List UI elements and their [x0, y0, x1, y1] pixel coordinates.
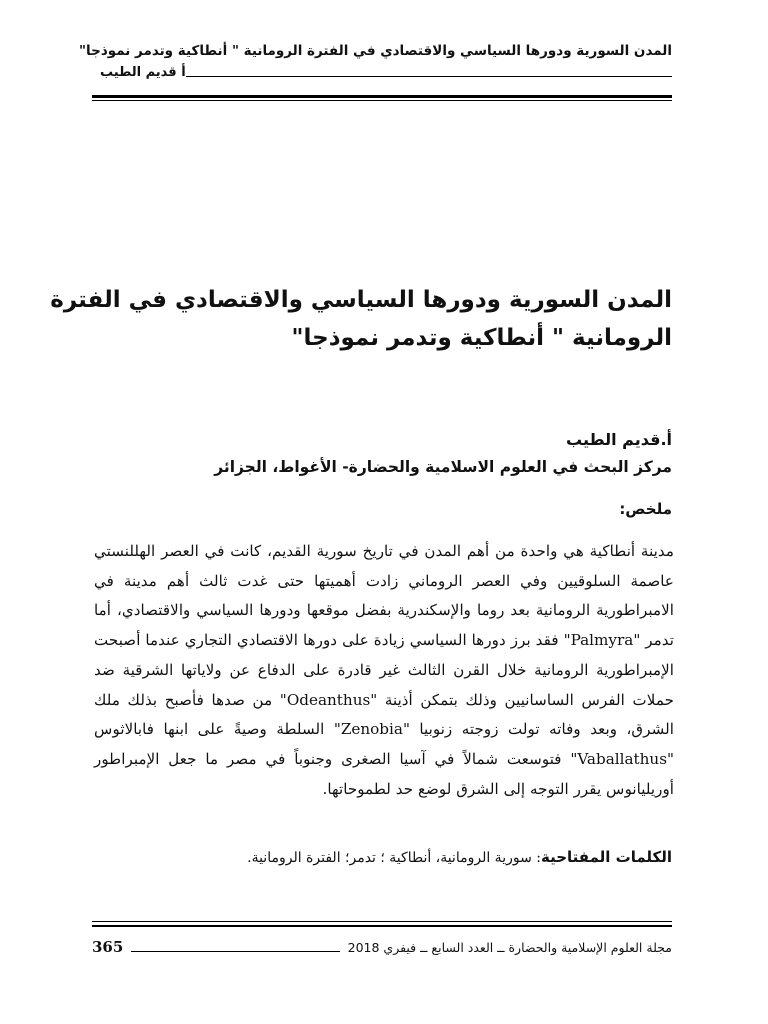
running-header-author-row [92, 62, 672, 82]
running-header [79, 40, 672, 82]
footer [92, 935, 672, 959]
running-header-underline [186, 76, 672, 77]
keywords-label: الكلمات المفتاحية [540, 848, 672, 866]
article-title-line-1: المدن السورية ودورها السياسي والاقتصادي في الفترة [50, 287, 672, 313]
keywords-text: : سورية الرومانية، أنطاكية ؛ تدمر؛ الفترة الرومانية. [247, 850, 541, 866]
abstract-heading: ملخص: [619, 500, 672, 518]
header-rule-thick [92, 95, 672, 98]
abstract-text: مدينة أنطاكية هي واحدة من أهم المدن في تاريخ سورية القديم، كانت في العصر الهللنستي عاصمة السلوقيين وفي العصر الروماني زادت أهميتها حتى غدت ثالث أهم مدينة في الامبراطورية الرومانية بعد روما والإسكندرية بفضل موقعها ودورها السياسي والاقتصادي، أما تدمر "Palmyra" فقد برز دورها السياسي زيادة على دورها الاقتصادي التجاري عندما أصبحت الإمبراطورية الرومانية خلال القرن الثالث غير قادرة على الدفاع عن ولاياتها الشرقية ضد حملات الفرس الساسانيين وذلك بتمكن أذينة "Odeanthus" من صدها فأصبح بذلك ملك الشرق، وبعد وفاته تولت زوجته زنوبيا "Zenobia" السلطة وصيةً على ابنها فابالاثوس "Vaballathus" فتوسعت شمالاً في آسيا الصغرى وجنوباً في مصر ما جعل الإمبراطور أوريليانوس يقرر التوجه إلى الشرق لوضع حد لطموحاتها. [94, 542, 675, 798]
keywords [92, 848, 672, 866]
footer-rule-thin [92, 921, 672, 922]
running-header-title: المدن السورية ودورها السياسي والاقتصادي في الفترة الرومانية " أنطاكية وتدمر نموذجا" [79, 43, 672, 59]
footer-rule-thick [92, 925, 672, 927]
footer-line [131, 951, 339, 952]
author-block [112, 427, 672, 481]
article-title [50, 281, 672, 357]
article-title-line-2: الرومانية " أنطاكية وتدمر نموذجا" [291, 325, 672, 351]
running-header-author: أ قديم الطيب [100, 64, 186, 80]
header-rule-thin [92, 100, 672, 101]
author-name: أ.قديم الطيب [566, 430, 672, 449]
author-affiliation: مركز البحث في العلوم الاسلامية والحضارة- الأغواط، الجزائر [214, 458, 672, 476]
page-number: 365 [92, 938, 124, 956]
footer-journal: مجلة العلوم الإسلامية والحضارة ــ العدد السابع ــ فيفري 2018 [347, 939, 672, 955]
